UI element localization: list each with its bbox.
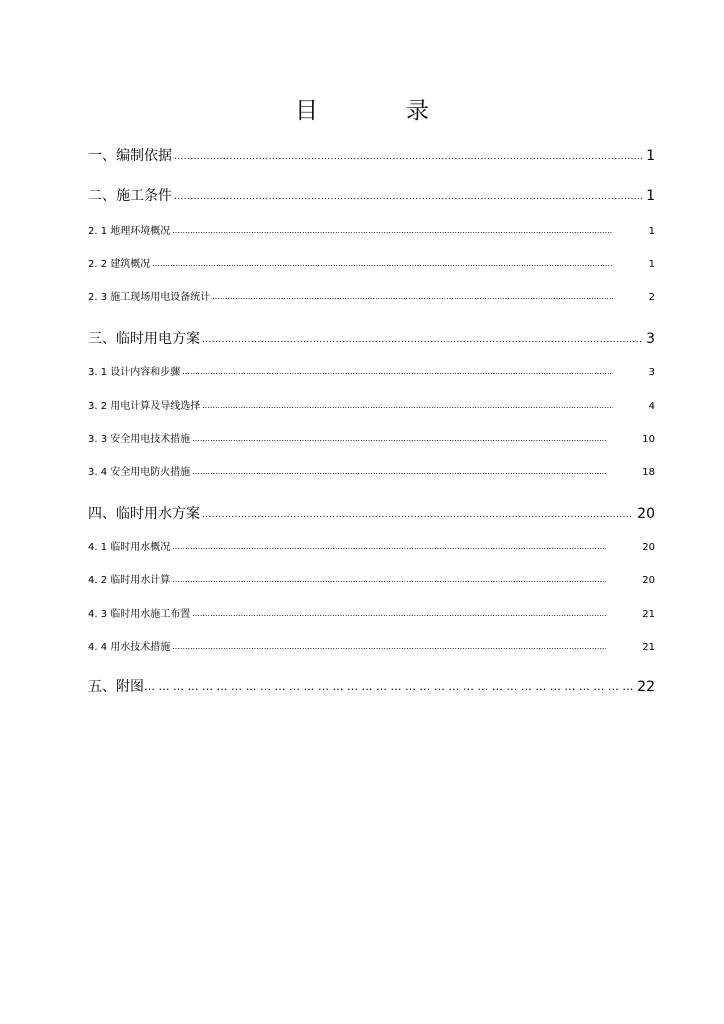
dot-leader [172,642,606,652]
toc-title [0,92,724,125]
toc-page-number: 3 [648,367,655,378]
toc-label: 3. 2 用电计算及导线选择 [88,401,201,412]
toc-page-number: 10 [642,434,655,445]
dot-leader [202,331,642,345]
toc-entry-4[interactable] [88,506,655,521]
dot-leader [212,292,612,302]
toc-entry-3-4[interactable] [88,467,655,478]
toc-page-number: 18 [642,467,655,478]
toc-entry-4-4[interactable] [88,642,655,653]
toc-label: 3. 1 设计内容和步骤 [88,367,181,378]
dot-leader [172,226,612,236]
dot-leader [172,575,606,585]
toc-entry-2-1[interactable] [88,226,655,237]
toc-page-number: 1 [646,188,655,204]
title-char-1: 目 [295,98,318,124]
toc-label: 一、编制依据 [88,148,172,164]
dot-leader [174,148,642,162]
toc-label: 4. 3 临时用水施工布置 [88,609,191,620]
dot-leader [172,542,606,552]
title-char-2: 录 [406,98,429,124]
toc-label: 五、附图 [88,679,144,695]
toc-entry-4-2[interactable] [88,575,655,586]
toc-page-number: 1 [646,148,655,164]
toc-label: 三、临时用电方案 [88,331,200,347]
toc-entry-4-1[interactable] [88,542,655,553]
toc-page-number: 20 [642,542,655,553]
dot-leader [192,609,606,619]
toc-page-number: 1 [648,226,655,237]
dot-leader [192,434,606,444]
dot-leader [144,679,637,693]
dot-leader [202,506,633,520]
toc-label: 2. 1 地理环境概况 [88,226,171,237]
toc-label: 2. 3 施工现场用电设备统计 [88,292,211,303]
toc-entry-3-2[interactable] [88,401,655,412]
toc-entry-1[interactable] [88,148,655,163]
toc-label: 四、临时用水方案 [88,506,200,522]
toc-entry-2[interactable] [88,188,655,203]
toc-label: 3. 4 安全用电防火措施 [88,467,191,478]
toc-page-number: 2 [648,292,655,303]
toc-label: 3. 3 安全用电技术措施 [88,434,191,445]
dot-leader [152,259,612,269]
toc-label: 4. 1 临时用水概况 [88,542,171,553]
toc-entry-3-1[interactable] [88,367,655,378]
dot-leader [202,401,612,411]
toc-page-number: 21 [642,609,655,620]
dot-leader [182,367,612,377]
toc-page-number: 22 [637,679,655,695]
toc-label: 2. 2 建筑概况 [88,259,151,270]
dot-leader [174,188,642,202]
toc-label: 4. 4 用水技术措施 [88,642,171,653]
toc-entry-2-2[interactable] [88,259,655,270]
dot-leader [192,467,606,477]
toc-entry-3-3[interactable] [88,434,655,445]
toc-label: 4. 2 临时用水计算 [88,575,171,586]
toc-page-number: 1 [648,259,655,270]
toc-page-number: 20 [642,575,655,586]
toc-entry-5[interactable] [88,679,655,694]
toc-entry-3[interactable] [88,331,655,346]
toc-entry-4-3[interactable] [88,609,655,620]
toc-page-number: 20 [637,506,655,522]
toc-entry-2-3[interactable] [88,292,655,303]
toc-label: 二、施工条件 [88,188,172,204]
toc-page-number: 4 [648,401,655,412]
toc-page-number: 3 [646,331,655,347]
toc-page-number: 21 [642,642,655,653]
